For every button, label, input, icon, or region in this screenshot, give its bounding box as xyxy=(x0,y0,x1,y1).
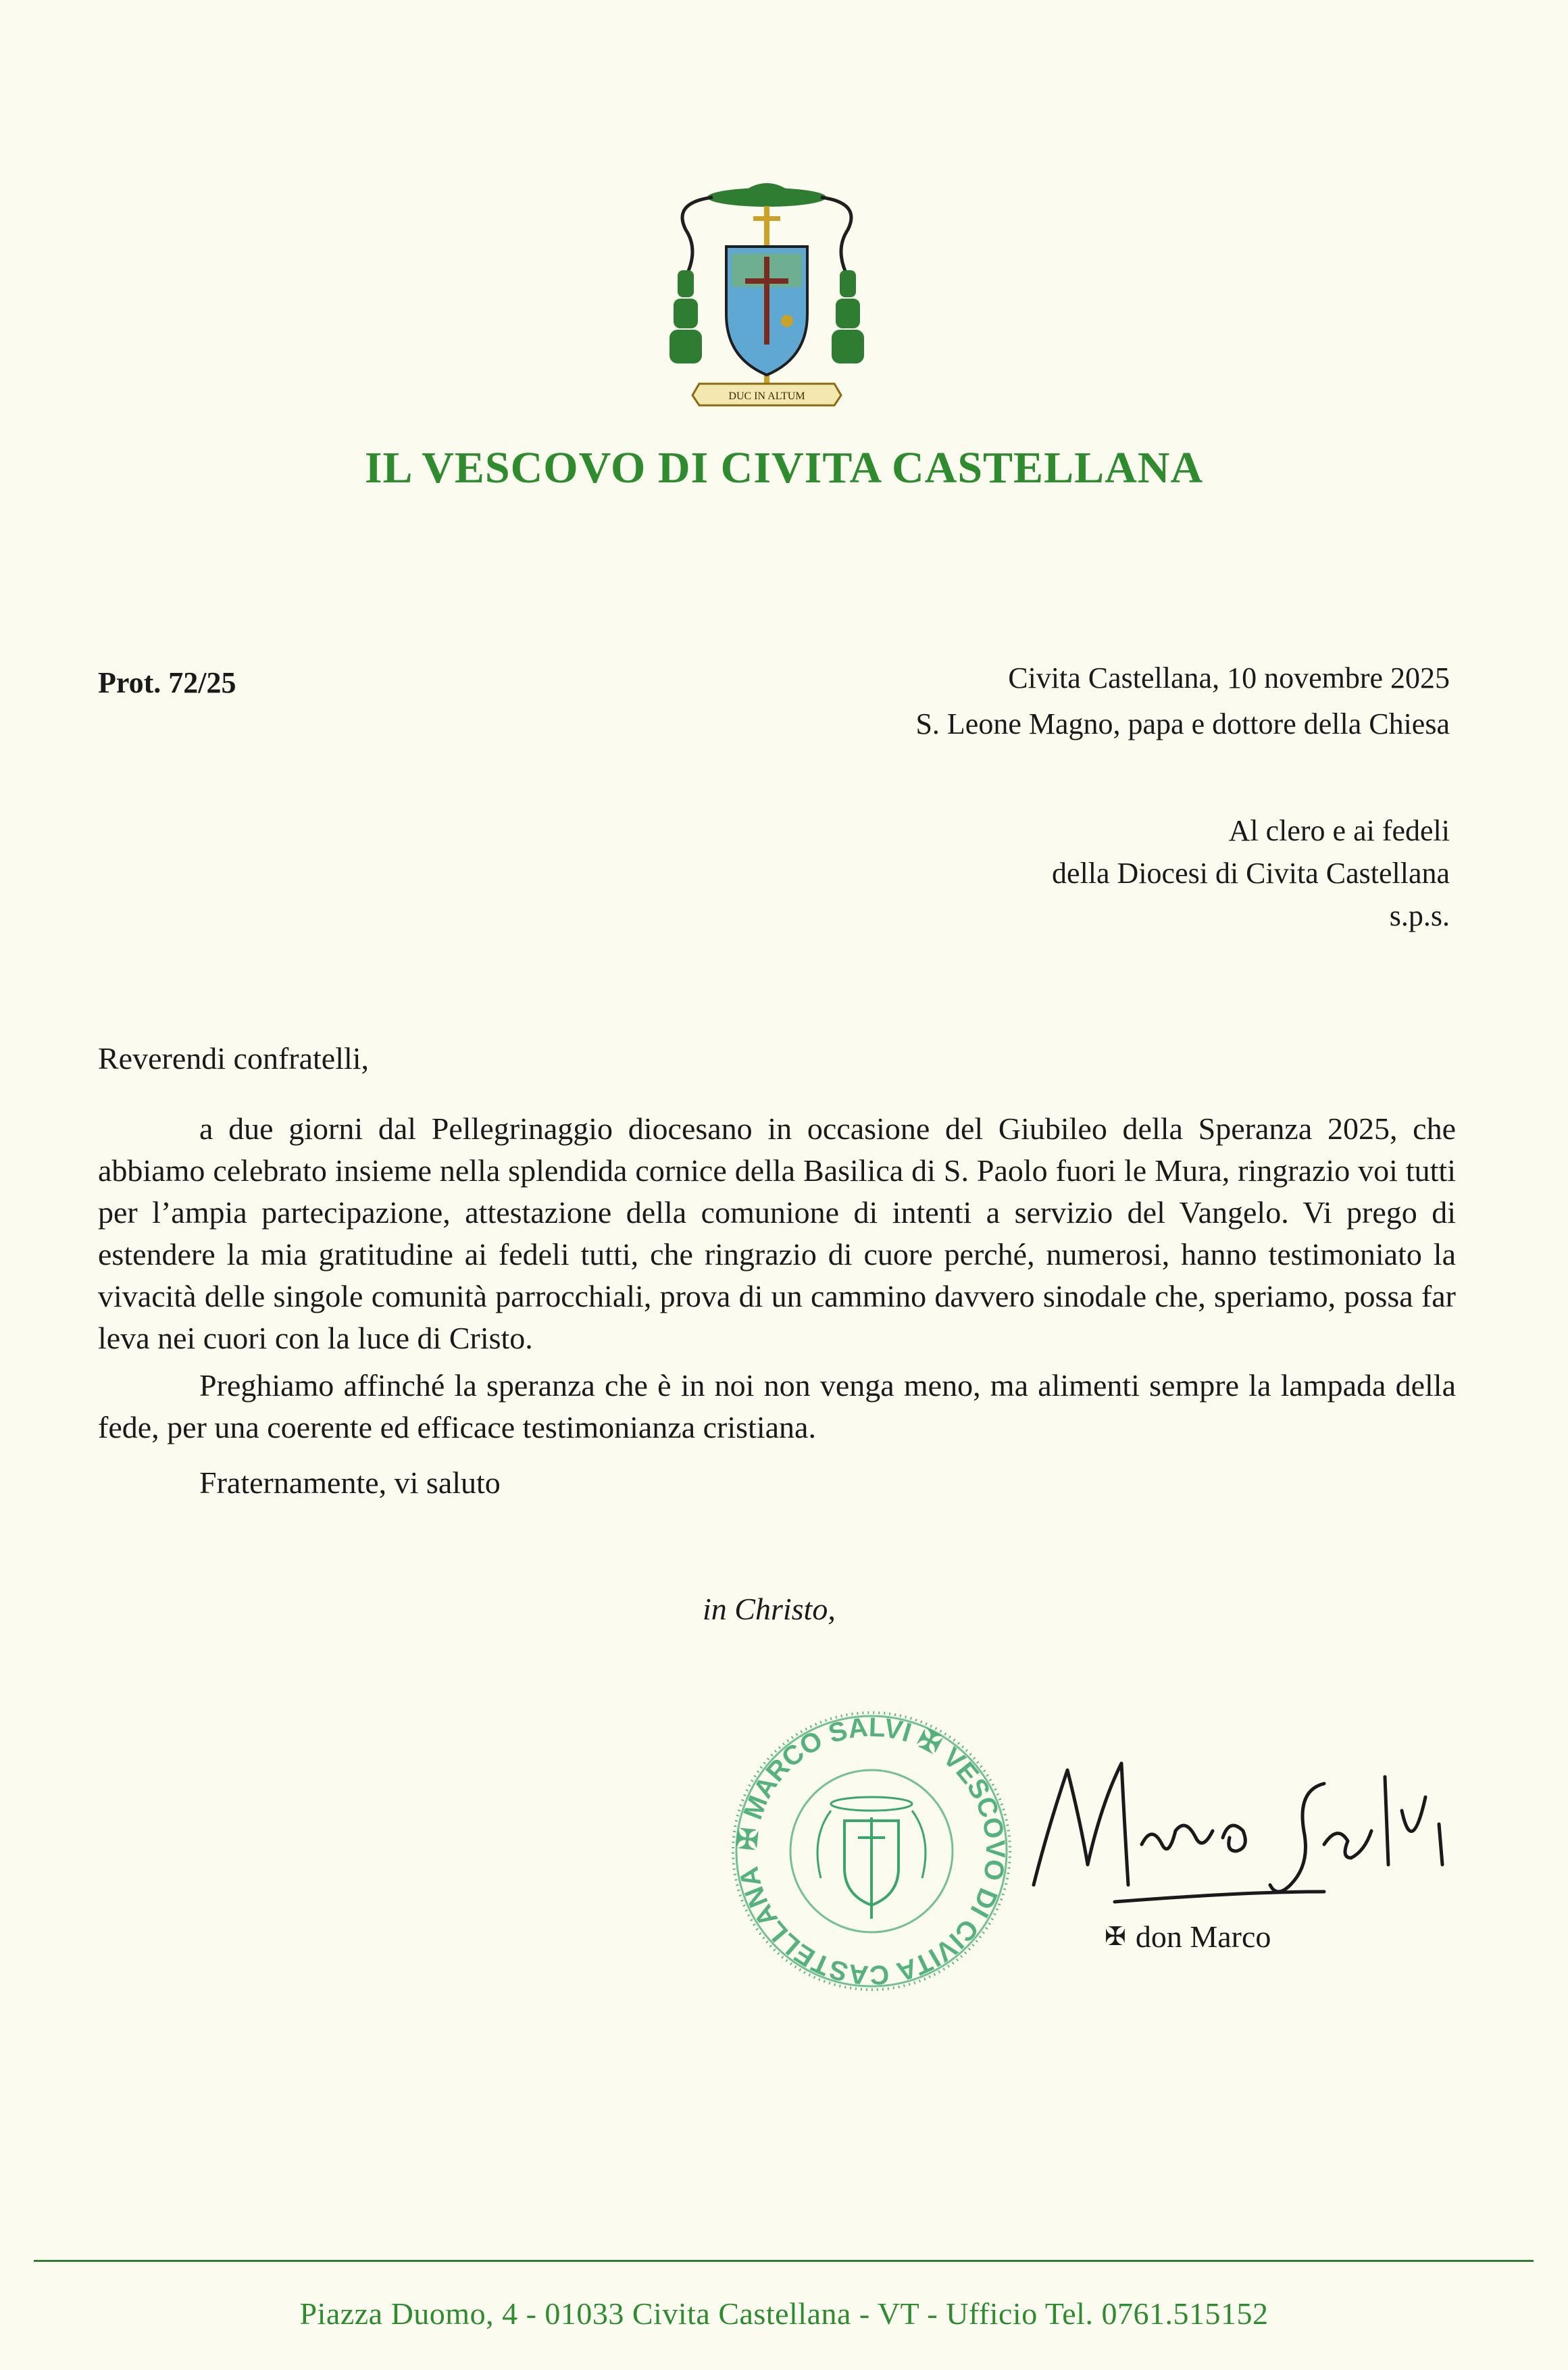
signer-block xyxy=(1105,1919,1271,1955)
motto-text: DUC IN ALTUM xyxy=(728,390,805,402)
addressee-line-1: Al clero e ai fedeli xyxy=(1228,814,1450,847)
addressee-block xyxy=(1052,809,1450,937)
salutation: Reverendi confratelli, xyxy=(98,1041,370,1076)
bishop-seal-stamp xyxy=(703,1703,1040,2000)
feast-line: S. Leone Magno, papa e dottore della Chiesa xyxy=(915,707,1450,740)
footer-divider xyxy=(34,2260,1534,2262)
addressee-line-2: della Diocesi di Civita Castellana xyxy=(1052,857,1450,890)
episcopal-cross-icon: ✠ xyxy=(1105,1923,1126,1951)
protocol-number: Prot. 72/25 xyxy=(98,666,236,699)
closing-line: Fraternamente, vi saluto xyxy=(199,1465,501,1500)
coat-of-arms-icon xyxy=(659,169,875,412)
page-title: IL VESCOVO DI CIVITA CASTELLANA xyxy=(364,443,1204,493)
valediction: in Christo, xyxy=(703,1592,836,1626)
signer-name: don Marco xyxy=(1135,1919,1271,1954)
addressee-line-3: s.p.s. xyxy=(1389,899,1450,932)
footer-address: Piazza Duomo, 4 - 01033 Civita Castellana - VT - Ufficio Tel. 0761.515152 xyxy=(299,2296,1269,2331)
body-paragraph-2: Preghiamo affinché la speranza che è in noi non venga meno, ma alimenti sempre la lampada della fede, per una coerente ed efficace testimonianza cristiana. xyxy=(98,1368,1456,1444)
date-block xyxy=(915,655,1450,747)
letter-body xyxy=(98,1108,1456,1509)
handwritten-signature xyxy=(1007,1730,1480,1932)
seal-text: ✠ MARCO SALVI ✠ VESCOVO DI CIVITA CASTELLANA xyxy=(732,1712,1011,1990)
date-line: Civita Castellana, 10 novembre 2025 xyxy=(1008,661,1450,695)
body-paragraph-1: a due giorni dal Pellegrinaggio diocesano in occasione del Giubileo della Speranza 2025, che abbiamo celebrato insieme nella splendida cornice della Basilica di S. Paolo fuori le Mura, ringrazio voi tutti per l’ampia partecipazione, attestazione della comunione di intenti a servizio del Vangelo. Vi prego di estendere la mia gratitudine ai fedeli tutti, che ringrazio di cuore perché, numerosi, hanno testimoniato la vivacità delle singole comunità parrocchiali, prova di un cammino davvero sinodale che, speriamo, possa far leva nei cuori con la luce di Cristo. xyxy=(98,1111,1456,1355)
